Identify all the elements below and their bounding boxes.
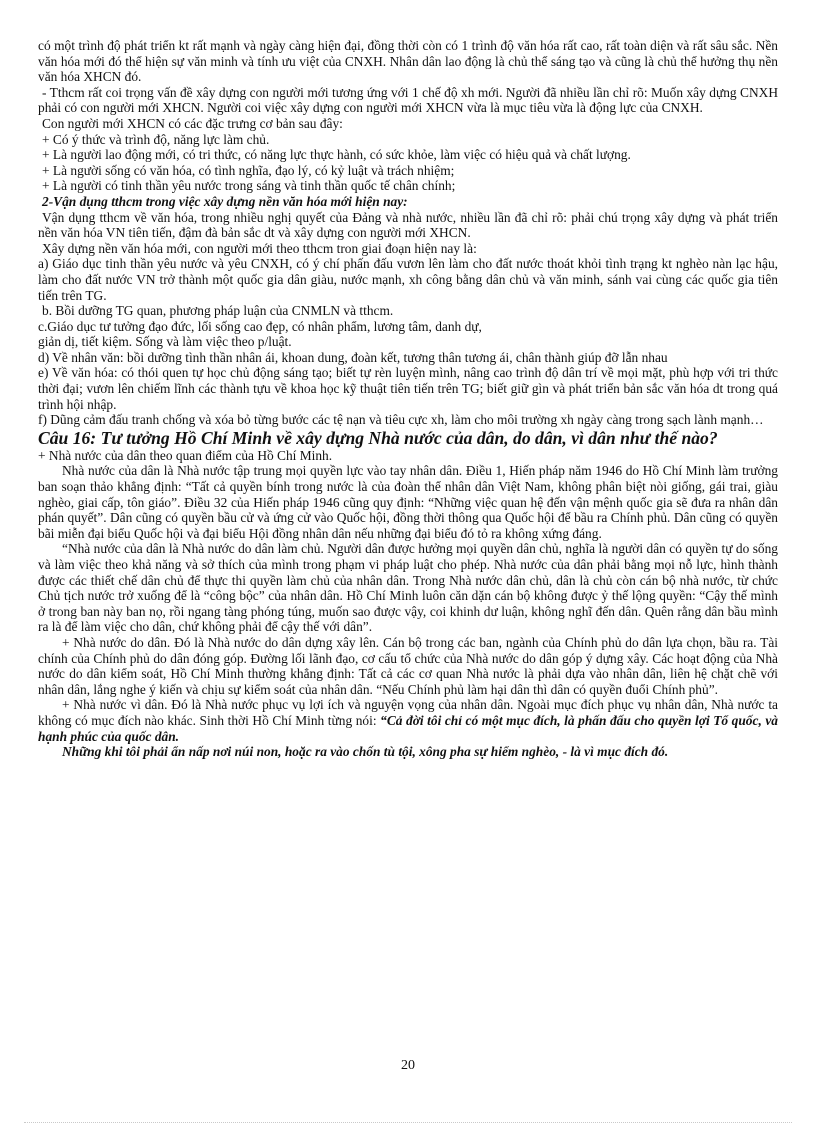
list-item: a) Giáo dục tinh thần yêu nước và yêu CNXH, có ý chí phấn đấu vươn lên làm cho đất nước thoát khỏi tình trạng kt nghèo nàn lạc hậu, làm cho đất nước VN trở thành một quốc gia dân giàu, nước mạnh, xh công bằng dân chủ và văn minh, sánh vai cùng các quốc gia tiên tiến trên TG. bbox=[38, 256, 778, 303]
list-item: d) Về nhân văn: bồi dưỡng tình thần nhân ái, khoan dung, đoàn kết, tương thân tương ái, chân thành giúp đỡ lẫn nhau bbox=[38, 349, 668, 365]
list-item: giản dị, tiết kiệm. Sống và làm việc theo p/luật. bbox=[38, 334, 292, 350]
paragraph: “Nhà nước của dân là Nhà nước do dân làm chủ. Người dân được hưởng mọi quyền dân chủ, nghĩa là người dân có quyền tự do sống và làm việc theo khả năng và sở thích của mình trong phạm vi pháp luật cho phép. Nhà nước của dân phải bằng mọi nỗ lực, hình thành được các thiết chế dân chủ để thực thi quyền làm chủ của nhân dân. Trong Nhà nước dân chủ, dân là chủ còn cán bộ nhà nước, từ chức Chủ tịch nước trở xuống để là “công bộc” của nhân dân. Hồ Chí Minh luôn căn dặn cán bộ không được ỷ thế lộng quyền: “Cậy thế mình ở trong ban này ban nọ, rồi ngang tàng phóng túng, muốn sao được vậy, coi khinh dư luận, không nghĩ đến dân. Quên rằng dân bầu mình ra là để làm việc cho dân, chứ không phải để cậy thế với dân”. bbox=[38, 541, 778, 635]
paragraph-text: + Nhà nước vì dân. Đó là Nhà nước phục vụ lợi ích và nguyện vọng của nhân dân. Ngoài mục đích phục vụ nhân dân, Nhà nước ta không có mục đích nào khác. Sinh thời Hồ Chí Minh từng nói: bbox=[38, 697, 778, 728]
paragraph: Vận dụng tthcm về văn hóa, trong nhiều nghị quyết của Đảng và nhà nước, nhiều lần đã chỉ rõ: phải chú trọng xây dựng và phát triển nền văn hóa VN tiên tiến, đậm đà bản sắc dt và xây dựng con người mới XHCN. bbox=[38, 209, 778, 241]
paragraph: Con người mới XHCN có các đặc trưng cơ bản sau đây: bbox=[42, 115, 343, 131]
quote-text: “Cả đời tôi chỉ có một mục đích, là phấn đấu cho quyền lợi Tổ quốc, và hạnh phúc của quốc dân. bbox=[38, 712, 778, 744]
paragraph: Xây dựng nền văn hóa mới, con người mới theo tthcm tron giai đoạn hiện nay là: bbox=[42, 240, 477, 256]
paragraph bbox=[38, 697, 778, 744]
list-item: b. Bồi dưỡng TG quan, phương pháp luận của CNMLN và tthcm. bbox=[42, 303, 394, 319]
quote-paragraph: Những khi tôi phải ẩn nấp nơi núi non, hoặc ra vào chốn tù tội, xông pha sự hiểm nghèo, - là vì mục đích đó. bbox=[62, 744, 669, 760]
paragraph: có một trình độ phát triển kt rất mạnh và ngày càng hiện đại, đồng thời còn có 1 trình độ văn hóa rất cao, rất toàn diện và rất sâu sắc. Nền văn hóa mới đó thể hiện sự văn minh và tính ưu việt của CNXH. Nhân dân lao động là chủ thể sáng tạo và cũng là chủ thể hưởng thụ nền văn hóa XHCN đó. bbox=[38, 38, 778, 85]
list-item: + Là người có tinh thần yêu nước trong sáng và tinh thần quốc tế chân chính; bbox=[42, 178, 456, 194]
paragraph: - Tthcm rất coi trọng vấn đề xây dựng con người mới tương ứng với 1 chế độ xh mới. Người đã nhiều lần chỉ rõ: Muốn xây dựng CNXH phải có con người mới XHCN. Người coi việc xây dựng con người mới XHCN vừa là mục tiêu vừa là động lực của CNXH. bbox=[38, 84, 778, 116]
paragraph: + Nhà nước do dân. Đó là Nhà nước do dân dựng xây lên. Cán bộ trong các ban, ngành của Chính phủ do dân lựa chọn, bầu ra. Tài chính của Chính phủ do dân đóng góp. Đường lối lãnh đạo, cơ cấu tổ chức của Nhà nước do dân góp ý dựng xây. Các hoạt động của Nhà nước do dân kiểm soát, Hồ Chí Minh thường khẳng định: Tất cả các cơ quan Nhà nước là phải dựa vào nhân dân, liên hệ chặt chẽ với nhân dân, lắng nghe ý kiến và chịu sự kiểm soát của nhân dân. “Nếu Chính phủ làm hại dân thì dân có quyền đuổi Chính phủ”. bbox=[38, 634, 778, 697]
document-page bbox=[38, 38, 778, 760]
list-item: f) Dũng cảm đấu tranh chống và xóa bỏ từng bước các tệ nạn và tiêu cực xh, làm cho môi trường xh ngày càng trong sạch lành mạnh… bbox=[38, 412, 764, 428]
list-item: e) Về văn hóa: có thói quen tự học chủ động sáng tạo; biết tự rèn luyện mình, nâng cao trình độ dân trí về mọi mặt, phù hợp với tri thức thời đại; vươn lên chiếm lĩnh các thành tựu về khoa học kỹ thuật tiên tiến trên TG; biết giữ gìn và phát triển bản sắc văn hóa dt trong quá trình hội nhập. bbox=[38, 365, 778, 412]
list-item: + Là người sống có văn hóa, có tình nghĩa, đạo lý, có kỷ luật và trách nhiệm; bbox=[42, 162, 455, 178]
question-title: Câu 16: Tư tưởng Hồ Chí Minh về xây dựng Nhà nước của dân, do dân, vì dân như thế nào? bbox=[38, 427, 718, 448]
paragraph: + Nhà nước của dân theo quan điểm của Hồ Chí Minh. bbox=[38, 447, 333, 463]
list-item: + Có ý thức và trình độ, năng lực làm chủ. bbox=[42, 131, 270, 147]
list-item: c.Giáo dục tư tưởng đạo đức, lối sống cao đẹp, có nhân phẩm, lương tâm, danh dự, bbox=[38, 318, 482, 334]
paragraph: Nhà nước của dân là Nhà nước tập trung mọi quyền lực vào tay nhân dân. Điều 1, Hiến pháp năm 1946 do Hồ Chí Minh làm trưởng ban soạn thảo khẳng định: “Tất cả quyền bính trong nước là của đoàn thể nhân dân Việt Nam, không phân biệt nòi giống, gái trai, giàu nghèo, giai cấp, tôn giáo”. Điều 32 của Hiến pháp 1946 cũng quy định: “Những việc quan hệ đến vận mệnh quốc gia sẽ đưa ra nhân dân phán quyết”. Dân cũng có quyền bầu cử và ứng cử vào Quốc hội, đồng thời thông qua Quốc hội để bầu ra Chính phủ. Dân cũng có quyền bãi miễn đại biểu Quốc hội và đại biểu Hội đồng nhân dân nếu những đại biểu đó tỏ ra không xứng đáng. bbox=[38, 463, 778, 541]
page-number: 20 bbox=[401, 1058, 415, 1073]
list-item: + Là người lao động mới, có tri thức, có năng lực thực hành, có sức khỏe, làm việc có hiệu quả và chất lượng. bbox=[42, 147, 631, 163]
section-heading: 2-Vận dụng tthcm trong việc xây dựng nền văn hóa mới hiện nay: bbox=[42, 193, 408, 209]
